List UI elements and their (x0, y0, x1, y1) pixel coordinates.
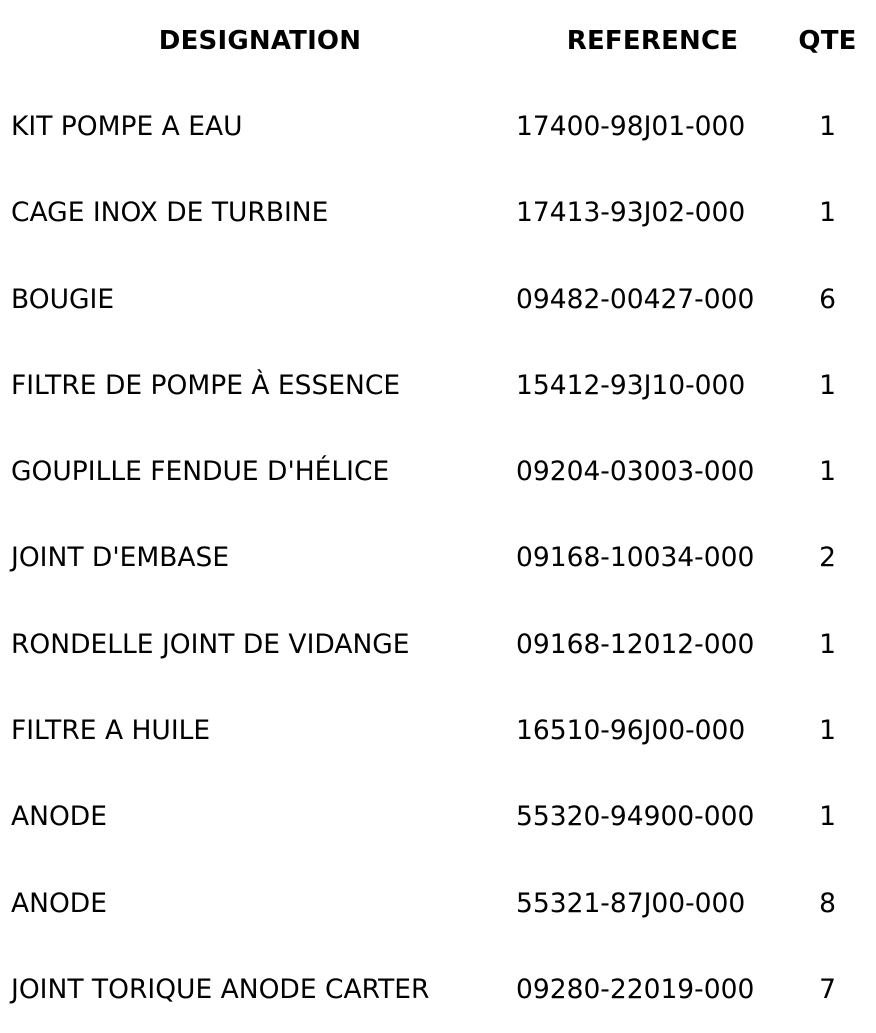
designation-cell: JOINT D'EMBASE (11, 542, 230, 574)
qte-cell: 7 (819, 973, 836, 1005)
designation-cell: RONDELLE JOINT DE VIDANGE (11, 628, 410, 660)
qte-cell: 1 (819, 111, 836, 142)
reference-cell: 55320-94900-000 (516, 801, 755, 833)
designation-cell: ANODE (11, 801, 107, 833)
reference-cell: 16510-96J00-000 (516, 715, 746, 747)
table-row (0, 688, 876, 774)
header-designation: DESIGNATION (158, 26, 362, 56)
table-row (0, 170, 876, 256)
qte-cell: 1 (819, 801, 836, 833)
reference-cell: 09168-10034-000 (516, 542, 755, 574)
table-row (0, 257, 876, 343)
reference-cell: 55321-87J00-000 (516, 887, 746, 919)
table-row (0, 602, 876, 688)
qte-cell: 1 (819, 197, 836, 229)
designation-cell: ANODE (11, 887, 107, 919)
qte-cell: 2 (819, 542, 836, 574)
qte-cell: 1 (819, 628, 836, 660)
reference-cell: 15412-93J10-000 (516, 369, 746, 401)
reference-cell: 09280-22019-000 (516, 973, 755, 1005)
table-row (0, 947, 876, 1033)
table-header-row (0, 0, 876, 84)
qte-cell: 8 (819, 887, 836, 919)
qte-cell: 1 (819, 456, 836, 488)
table-row (0, 861, 876, 947)
table-row (0, 343, 876, 429)
designation-cell: FILTRE A HUILE (11, 715, 211, 747)
table-row (0, 429, 876, 515)
reference-cell: 17413-93J02-000 (516, 197, 746, 229)
table-row (0, 774, 876, 860)
qte-cell: 1 (819, 715, 836, 747)
designation-cell: GOUPILLE FENDUE D'HÉLICE (11, 456, 390, 488)
qte-cell: 1 (819, 369, 836, 401)
reference-cell: 09168-12012-000 (516, 628, 755, 660)
table-row (0, 515, 876, 601)
designation-cell: CAGE INOX DE TURBINE (11, 197, 329, 229)
designation-cell: FILTRE DE POMPE À ESSENCE (11, 369, 401, 401)
header-qte: QTE (798, 26, 857, 56)
designation-cell: BOUGIE (11, 283, 115, 315)
reference-cell: 09204-03003-000 (516, 456, 755, 488)
table-body (0, 84, 876, 1033)
reference-cell: 09482-00427-000 (516, 283, 755, 315)
designation-cell: KIT POMPE A EAU (11, 111, 243, 142)
reference-cell: 17400-98J01-000 (516, 111, 746, 142)
header-reference: REFERENCE (566, 26, 739, 56)
table-row (0, 84, 876, 170)
designation-cell: JOINT TORIQUE ANODE CARTER (11, 973, 430, 1005)
qte-cell: 6 (819, 283, 836, 315)
